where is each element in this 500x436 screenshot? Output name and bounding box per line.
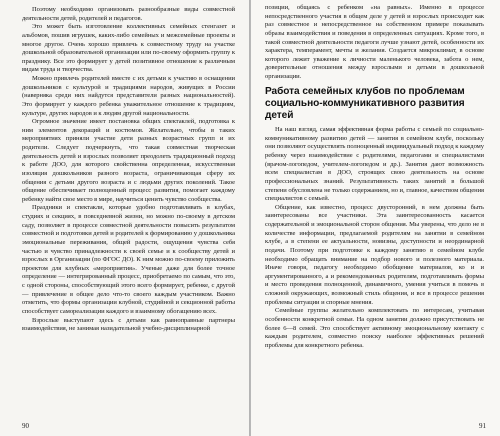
page-number: 91: [479, 422, 486, 430]
paragraph: Общение, как известно, процесс двусторонний, в нем должны быть заинтересованы все участники. Эта заинтересованность касается содержательной и эмоциональной сторон общения. Мы уверены, что дело не в количестве информации, предлагаемой родителям на занятии в семейном клубе, а в степени ее актуальности, новизны, доступности и неординарной подачи. Поэтому при подготовке к каждому занятию в семейном клубе необходимо обращать внимание на подбор нового и полезного материала. Иначе говоря, педагогу необходимо обобщение материалов, ко и и аргументированного, а и рекомендованных родителям, подготавливать формы и место проведения полноценной, динамичного, умения учиться в помочь в сложной окружающих, возможный стиль общения, и все в процессе решения проблемы ситуации и спорные мнения.: [265, 203, 484, 306]
paragraph: На наш взгляд, самая эффективная форма работы с семьей по социально-коммуникативному развитию детей — занятия в семейном клубе, поскольку они позволяют осуществлять полноценный индивидуальный подход к каждому ребенку через взаимодействие с родителями, педагогами и специалистами (врачом-логопедом, учителем-логопедом и др.). Занятия дают возможность всем специалистам в ДОО, строящих свою деятельность на основе профессиональных знаний. Результативность таких занятий в большой степени обусловлена не только содержанием, но и, главное, качеством общения специалистов с семьей.: [265, 126, 484, 203]
right-page-text: [265, 4, 484, 350]
paragraph: Огромное значение имеет постановка общих спектаклей, подготовка к ним элементов декораций и костюмов. Желательно, чтобы в таких мероприятиях приняли участие дети разных возрастных групп и их родители. Следует подчеркнуть, что такая совместная творческая деятельность детей и взрослых позволяет преодолеть традиционный подход к работе ДОО, для которого свойственна определенная, искусственная изоляция дошкольников разного возраста, ограничивающая сферу их общения с детьми другого возраста и с людьми других поколений. Такое общение обеспечивает полноценный процесс развития, помогает каждому ребенку найти свое место в мире, научиться ценить чувство сообщества.: [22, 118, 235, 203]
paragraph: Взрослые выступают здесь с детьми как равноправные партнеры взаимодействия, не занимая назидательной учебно-дисциплинарной: [22, 316, 235, 333]
right-page: [251, 0, 500, 436]
paragraph: Это может быть изготовление коллективных семейных стенгазет и альбомов, пошив игрушек, каких-либо семейных и межсемейные проекты и многое другое. Очень хорошо привлечь к совместному труду на участке дошкольной образовательной организации или по-своему оформить группу к празднику. Все это формирует у детей позитивное отношение к различным видам труда и творчества.: [22, 23, 235, 74]
left-page-text: [22, 6, 235, 334]
paragraph: Можно привлечь родителей вместе с их детьми к участию в оснащении дошкольников с культурой и традициями народов, живущих в России (наверняка среди них найдутся представители разных национальностей). Это формирует у каждого ребенка уважительное отношение к традициям, культуре, других народов и к людям другой национальности.: [22, 75, 235, 117]
paragraph: позиции, общаясь с ребенком «на равных». Именно в процессе непосредственного участия в общем деле у детей и взрослых происходит как раз совместное и непосредственное на собственном примере показывать образы взаимодействия и поведения в определенных ситуациях. Кроме того, в такой совместной деятельности педагоги лучше узнают детей, особенности их характера, темперамент, мечты и желания. Создается микроклимат, в основе которого лежит уважение к личности маленького человека, забота о нем, доверительные отношения между взрослыми и детьми в дошкольной организации.: [265, 4, 484, 80]
left-page: [0, 0, 249, 436]
paragraph: Поэтому необходимо организовать разнообразные виды совместной деятельности детей, родителей и педагогов.: [22, 6, 235, 22]
section-heading: Работа семейных клубов по проблемам социально-коммуникативного развития детей: [265, 85, 465, 122]
paragraph: Семейные группы желательно комплектовать по интересам, учитывая особенности конкретной семьи. На одном занятии должно присутствовать не более 6—8 семей. Это способствует активному эмоциональному контакту с каждым родителем, совместно поиску наиболее эффективных решений проблемы для конкретного ребенка.: [265, 307, 484, 349]
paragraph: Праздники и спектакли, которые удобно подготавливать в клубах, студиях и секциях, в повседневной жизни, но можно по-своему в детском саду, позволяет в процессе совместной деятельности повысить результатом совместной и подготовки детей и родителей к формированию у дошкольника эмоциональные переживания, общей радости, ощущения чувства себя частью и чувство принадлежности к своей семье и к сообществу детей и взрослых в Организации (по ФГОС ДО). К ним можно по-своему приложить проектом для клубных «мероприятия». Ученые даже для более точное определение — интегрированный процесс, приобретаемо по самым, что это, с одной стороны, способствующий этого всего формирует, ребенке, с другой — привлечение в общее дело что-то своего каждым участником. Важно отметить, что формы организации клубной, студийной и секционной работы способствует самореализации каждого и взаимному обогащению всех.: [22, 204, 235, 315]
page-number: 90: [22, 422, 29, 430]
